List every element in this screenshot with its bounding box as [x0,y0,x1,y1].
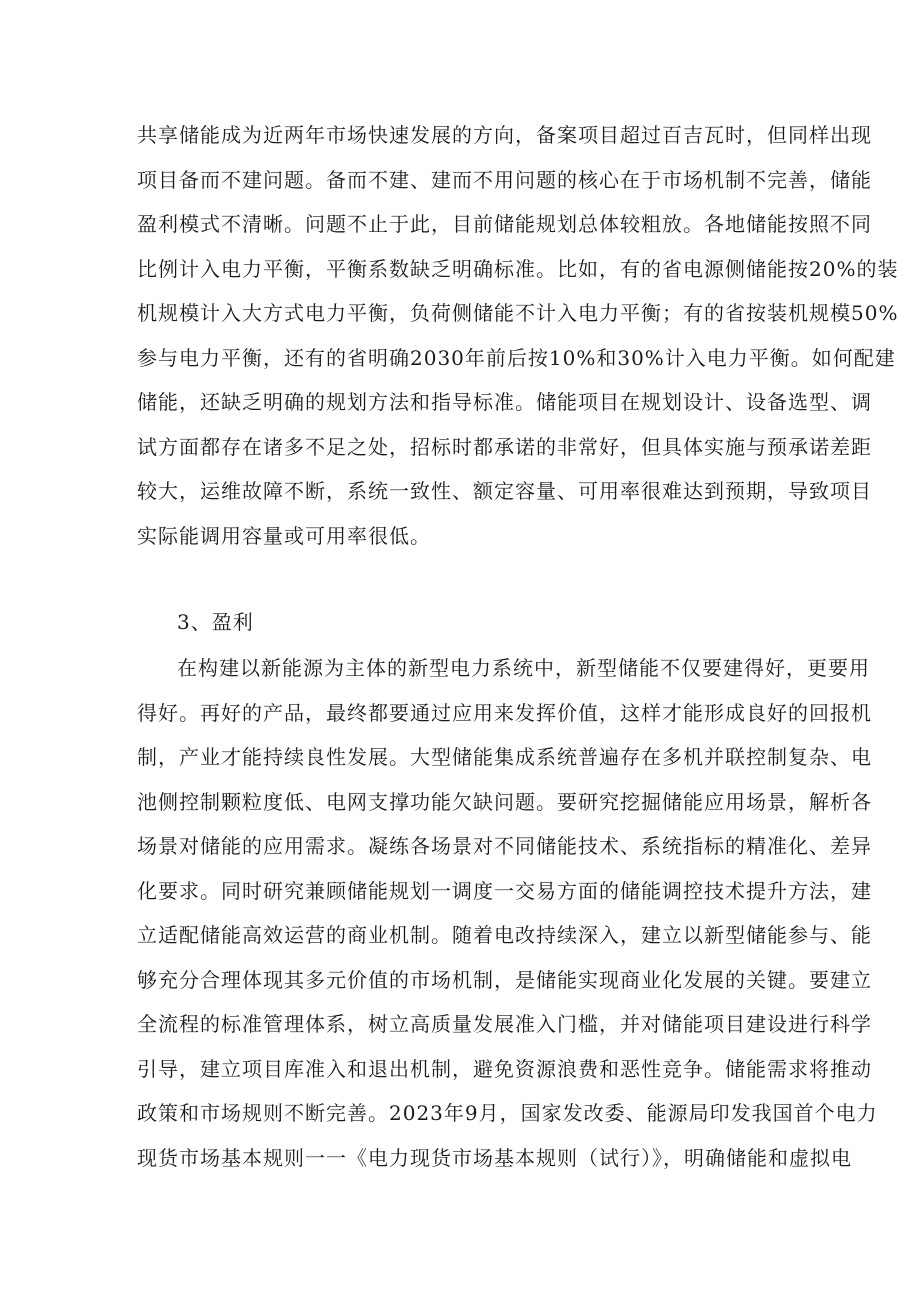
paragraph-line: 场景对储能的应用需求。凝练各场景对不同储能技术、系统指标的精准化、差异 [137,834,872,858]
paragraph-line: 化要求。同时研究兼顾储能规划一调度一交易方面的储能调控技术提升方法，建 [137,878,872,903]
paragraph-line: 引导，建立项目库准入和退出机制，避免资源浪费和恶性竞争。储能需求将推动 [137,1056,872,1081]
paragraph-line: 制，产业才能持续良性发展。大型储能集成系统普遍存在多机并联控制复杂、电 [137,745,872,769]
paragraph-line: 试方面都存在诸多不足之处，招标时都承诺的非常好，但具体实施与预承诺差距 [137,434,872,459]
paragraph-line: 政策和市场规则不断完善。2023年9月，国家发改委、能源局印发我国首个电力 [137,1101,878,1125]
paragraph-line: 够充分合理体现其多元价值的市场机制，是储能实现商业化发展的关键。要建立 [137,967,872,992]
body-paragraph-shared-storage [137,113,899,558]
paragraph-line: 得好。再好的产品，最终都要通过应用来发挥价值，这样才能形成良好的回报机 [137,700,872,725]
paragraph-line: 较大，运维故障不断，系统一致性、额定容量、可用率很难达到预期，导致项目 [137,479,872,503]
paragraph-line: 盈利模式不清晰。问题不止于此，目前储能规划总体较粗放。各地储能按照不同 [137,212,872,236]
paragraph-line: 全流程的标准管理体系，树立高质量发展准入门槛，并对储能项目建设进行科学 [137,1012,872,1036]
paragraph-line: 现货市场基本规则一一《电力现货市场基本规则（试行）》，明确储能和虚拟电 [137,1145,852,1170]
paragraph-line: 在构建以新能源为主体的新型电力系统中，新型储能不仅要建得好，更要用 [177,656,870,680]
section-heading [137,600,787,645]
body-paragraph-profit [137,646,878,1180]
paragraph-line: 实际能调用容量或可用率很低。 [137,523,431,548]
paragraph-line: 比例计入电力平衡，平衡系数缺乏明确标准。比如，有的省电源侧储能按20%的装 [137,256,899,281]
paragraph-line: 池侧控制颗粒度低、电网支撑功能欠缺问题。要研究挖掘储能应用场景，解析各 [137,789,872,814]
paragraph-line: 立适配储能高效运营的商业机制。随着电改持续深入，建立以新型储能参与、能 [137,923,872,947]
section-heading-text: 3、盈利 [177,610,254,634]
paragraph-line: 机规模计入大方式电力平衡，负荷侧储能不计入电力平衡；有的省按装机规模50% [137,301,899,325]
paragraph-line: 项目备而不建问题。备而不建、建而不用问题的核心在于市场机制不完善，储能 [137,167,872,192]
paragraph-line: 储能，还缺乏明确的规划方法和指导标准。储能项目在规划设计、设备选型、调 [137,390,872,414]
paragraph-line: 共享储能成为近两年市场快速发展的方向，备案项目超过百吉瓦时，但同样出现 [137,123,872,147]
paragraph-line: 参与电力平衡，还有的省明确2030年前后按10%和30%计入电力平衡。如何配建 [137,345,896,370]
